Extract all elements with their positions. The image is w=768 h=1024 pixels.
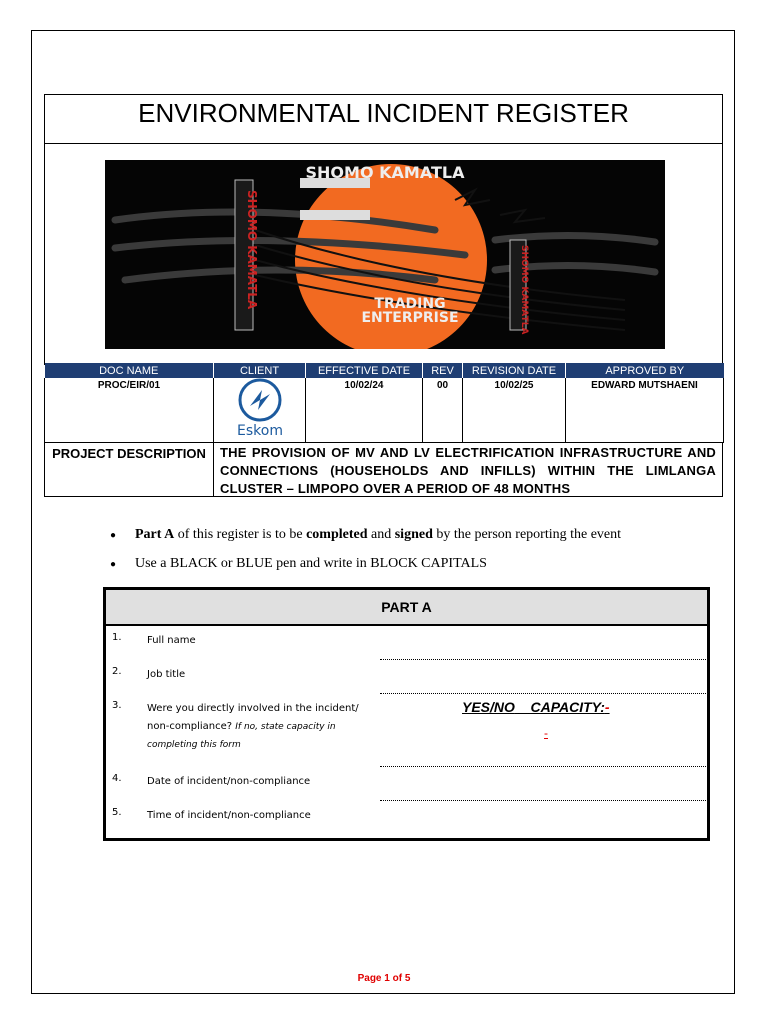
instruction-item xyxy=(110,553,621,575)
yes-no-capacity-field[interactable]: YES/NO CAPACITY:- xyxy=(462,699,610,715)
page-number: Page 1 of 5 xyxy=(357,973,411,984)
involvement-field[interactable] xyxy=(380,766,708,767)
bullet-icon: ● xyxy=(110,529,117,541)
eskom-logo-text: Eskom xyxy=(236,423,283,438)
logo-side-right: SHOMO KAMATLA xyxy=(519,245,529,335)
project-description-label: PROJECT DESCRIPTION xyxy=(45,443,214,496)
meta-header-row xyxy=(45,363,724,378)
logo-text-mid: TRADING xyxy=(374,296,446,312)
rev-value: 00 xyxy=(423,378,463,443)
full-name-field[interactable] xyxy=(380,659,708,660)
col-client: CLIENT xyxy=(214,363,306,378)
col-effective-date: EFFECTIVE DATE xyxy=(306,363,423,378)
eskom-logo-icon xyxy=(230,378,290,438)
part-a-form: PART A 1. Full name 2. Job title 3. Were you directly involved in the incident/ non-compliance? If no, state capacity in completing this form YES/NO CAPACITY:- - 4. Date of incident/non-compliance 5. Time of incident/non-compliance xyxy=(103,587,710,841)
instruction-item xyxy=(110,524,621,546)
company-logo xyxy=(105,160,665,349)
logo-side-left: SHOMO KAMATLA xyxy=(245,190,259,310)
col-rev: REV xyxy=(423,363,463,378)
document-meta-table xyxy=(44,363,724,443)
instructions-list xyxy=(110,524,621,582)
instruction-text-2: Use a BLACK or BLUE pen and write in BLOCK CAPITALS xyxy=(135,556,487,571)
meta-values-row xyxy=(45,378,724,443)
effective-date-value: 10/02/24 xyxy=(306,378,423,443)
project-description-text: THE PROVISION OF MV AND LV ELECTRIFICATION INFRASTRUCTURE AND CONNECTIONS (HOUSEHOLDS AND INFILLS) WITHIN THE LIMLANGA CLUSTER – LIMPOPO OVER A PERIOD OF 48 MONTHS xyxy=(220,445,716,496)
col-doc-name: DOC NAME xyxy=(45,363,214,378)
part-a-heading: PART A xyxy=(106,590,707,626)
logo-row xyxy=(45,144,722,364)
bullet-icon: ● xyxy=(110,558,117,570)
project-description-row xyxy=(44,442,723,497)
document-header xyxy=(44,94,723,365)
instruction-text-1: Part A of this register is to be completed and signed by the person reporting the event xyxy=(135,527,622,542)
revision-date-value: 10/02/25 xyxy=(463,378,566,443)
document-title: ENVIRONMENTAL INCIDENT REGISTER xyxy=(45,95,722,144)
capacity-dash: - xyxy=(544,726,548,740)
approved-by-value: EDWARD MUTSHAENI xyxy=(566,378,724,443)
client-logo xyxy=(214,378,306,443)
date-field[interactable] xyxy=(380,800,708,801)
col-approved-by: APPROVED BY xyxy=(566,363,724,378)
col-revision-date: REVISION DATE xyxy=(463,363,566,378)
job-title-field[interactable] xyxy=(380,693,708,694)
logo-text-top: SHOMO KAMATLA xyxy=(305,163,465,182)
doc-name-value: PROC/EIR/01 xyxy=(45,378,214,443)
logo-text-bottom: ENTERPRISE xyxy=(361,310,459,326)
